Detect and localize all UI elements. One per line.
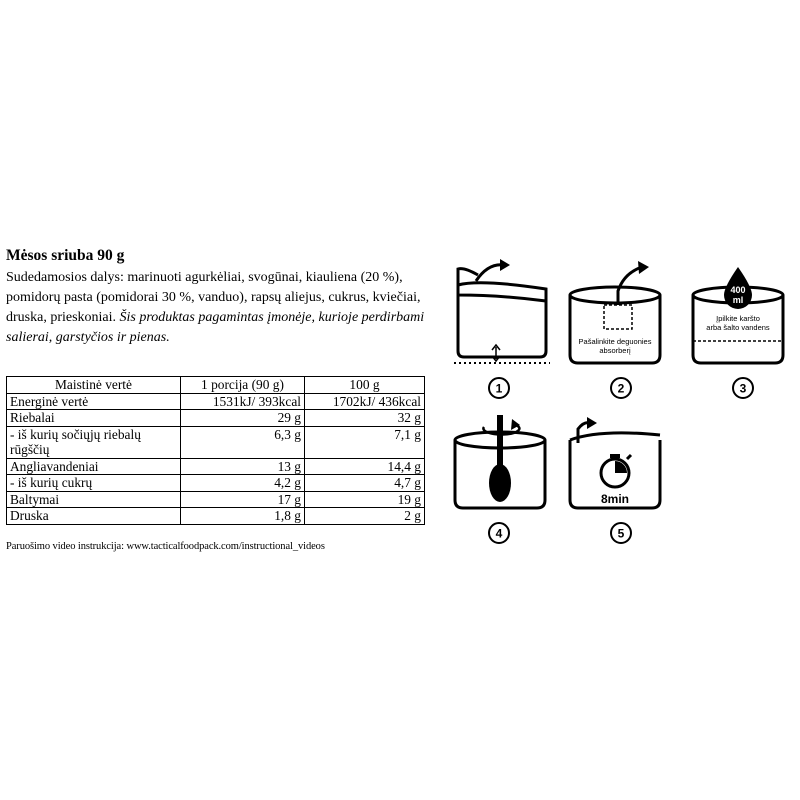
step2-instruction-line1: Pašalinkite deguonies	[578, 337, 652, 346]
step3-instruction-line2: arba šalto vandens	[706, 323, 770, 332]
table-row	[7, 410, 425, 427]
nutrient-label: Energinė vertė	[7, 393, 181, 410]
header-portion: 1 porcija (90 g)	[181, 377, 305, 394]
step3-number: 3	[739, 381, 747, 396]
nutrition-header-row	[7, 377, 425, 394]
header-per100: 100 g	[305, 377, 425, 394]
step4-stir-icon	[455, 415, 545, 508]
nutrient-label: - iš kurių cukrų	[7, 475, 181, 492]
ingredients-text	[6, 268, 436, 348]
step5-number-badge	[611, 523, 631, 543]
product-title: Mėsos sriuba 90 g	[6, 247, 125, 264]
step5-time: 8min	[600, 492, 630, 506]
step3-add-water-icon	[693, 267, 783, 363]
portion-value: 6,3 g	[181, 426, 305, 458]
portion-value: 29 g	[181, 410, 305, 427]
portion-value: 4,2 g	[181, 475, 305, 492]
portion-value: 17 g	[181, 491, 305, 508]
per100-value: 14,4 g	[305, 458, 425, 475]
step3-instruction-line1: Įpilkite karšto	[716, 314, 760, 323]
nutrient-label: Riebalai	[7, 410, 181, 427]
per100-value: 19 g	[305, 491, 425, 508]
nutrition-table	[6, 376, 425, 525]
product-label	[6, 246, 436, 348]
per100-value: 4,7 g	[305, 475, 425, 492]
step2-number-badge	[611, 378, 631, 398]
nutrient-label: - iš kurių sočiųjų riebalų rūgščių	[7, 426, 181, 458]
table-row	[7, 426, 425, 458]
step1-number-badge	[489, 378, 509, 398]
preparation-steps	[440, 255, 800, 555]
step2-remove-absorber-icon	[570, 261, 660, 363]
allergen-note: Šis produktas pagamintas įmonėje, kurioje perdirbami salierai, garstyčios ir pienas.	[6, 310, 425, 345]
table-row	[7, 491, 425, 508]
step5-number: 5	[617, 526, 625, 541]
portion-value: 13 g	[181, 458, 305, 475]
step5-wait-icon	[570, 417, 660, 508]
nutrient-label: Druska	[7, 508, 181, 525]
per100-value: 1702kJ/ 436kcal	[305, 393, 425, 410]
per100-value: 2 g	[305, 508, 425, 525]
stopwatch-icon	[601, 454, 631, 487]
table-row	[7, 508, 425, 525]
step4-number-badge	[489, 523, 509, 543]
spoon-icon	[489, 464, 511, 502]
table-row	[7, 393, 425, 410]
video-instructions-note: Paruošimo video instrukcija: www.tacticalfoodpack.com/instructional_videos	[6, 541, 325, 552]
ingredients-list: Sudedamosios dalys: marinuoti agurkėliai, svogūnai, kiauliena (20 %), pomidorų pasta (pomidorai 30 %, vanduo), rapsų aliejus, cukrus, kviečiai, druska, prieskoniai.	[6, 270, 421, 325]
step3-amount: 400	[730, 285, 746, 295]
table-row	[7, 475, 425, 492]
step1-open-pouch-icon	[454, 259, 550, 363]
nutrient-label: Baltymai	[7, 491, 181, 508]
step2-number: 2	[617, 381, 625, 396]
nutrient-label: Angliavandeniai	[7, 458, 181, 475]
per100-value: 32 g	[305, 410, 425, 427]
step2-instruction-line2: absorberį	[599, 346, 631, 355]
per100-value: 7,1 g	[305, 426, 425, 458]
step1-number: 1	[495, 381, 503, 396]
portion-value: 1,8 g	[181, 508, 305, 525]
table-row	[7, 458, 425, 475]
spoon-handle	[497, 415, 503, 470]
portion-value: 1531kJ/ 393kcal	[181, 393, 305, 410]
step4-number: 4	[495, 526, 503, 541]
step3-number-badge	[733, 378, 753, 398]
step3-unit: ml	[732, 295, 744, 305]
header-nutrient: Maistinė vertė	[7, 377, 181, 394]
